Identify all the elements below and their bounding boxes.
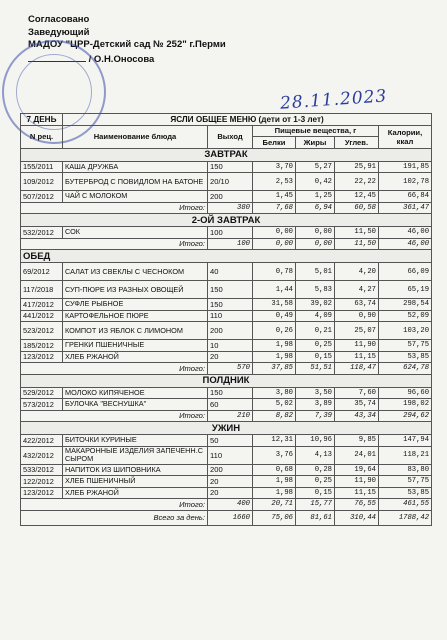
header-calories: Калории, ккал (379, 125, 432, 148)
recipe-code: 185/2012 (21, 340, 63, 352)
dish-fat: 0,28 (296, 464, 335, 476)
dish-carbs: 11,90 (335, 476, 379, 488)
header-carbs: Углев. (335, 137, 379, 149)
dish-protein: 3,70 (253, 161, 296, 173)
dish-calories: 147,94 (379, 435, 432, 447)
dish-row (21, 191, 432, 203)
recipe-code: 533/2012 (21, 464, 63, 476)
total-protein: 7,68 (253, 202, 296, 214)
dish-fat: 0,21 (296, 322, 335, 340)
dish-protein: 0,49 (253, 310, 296, 322)
total-carbs: 118,47 (335, 363, 379, 375)
dish-output: 50 (208, 435, 253, 447)
header-fat: Жиры (296, 137, 335, 149)
dish-protein: 1,98 (253, 340, 296, 352)
dish-fat: 3,89 (296, 399, 335, 411)
section-header-row (21, 148, 432, 161)
dish-row (21, 227, 432, 239)
dish-protein: 0,26 (253, 322, 296, 340)
header-dish-name: Наименование блюда (63, 125, 208, 148)
dish-name: ХЛЕБ РЖАНОЙ (63, 351, 208, 363)
dish-carbs: 12,45 (335, 191, 379, 203)
approval-organization: МАДОУ "ЦРР-Детский сад № 252" г.Перми (28, 39, 226, 50)
dish-output: 40 (208, 263, 253, 281)
recipe-code: 432/2012 (21, 446, 63, 464)
dish-calories: 46,00 (379, 227, 432, 239)
recipe-code: 123/2012 (21, 351, 63, 363)
total-carbs: 11,50 (335, 238, 379, 250)
dish-row (21, 476, 432, 488)
dish-row (21, 487, 432, 499)
dish-carbs: 35,74 (335, 399, 379, 411)
section-title: ЗАВТРАК (21, 148, 432, 161)
dish-output: 20 (208, 351, 253, 363)
dish-row (21, 173, 432, 191)
dish-row (21, 340, 432, 352)
recipe-code: 507/2012 (21, 191, 63, 203)
header-menu-title: ЯСЛИ ОБЩЕЕ МЕНЮ (дети от 1-3 лет) (63, 114, 432, 126)
total-output: 400 (208, 499, 253, 511)
total-protein: 0,00 (253, 238, 296, 250)
recipe-code: 422/2012 (21, 435, 63, 447)
total-protein: 37,85 (253, 363, 296, 375)
dish-carbs: 7,60 (335, 387, 379, 399)
dish-calories: 191,85 (379, 161, 432, 173)
grand-total-carbs: 310,44 (335, 510, 379, 525)
dish-protein: 1,45 (253, 191, 296, 203)
dish-calories: 66,09 (379, 263, 432, 281)
dish-carbs: 0,90 (335, 310, 379, 322)
dish-protein: 5,02 (253, 399, 296, 411)
dish-row (21, 446, 432, 464)
dish-fat: 0,15 (296, 351, 335, 363)
dish-row (21, 399, 432, 411)
recipe-code: 122/2012 (21, 476, 63, 488)
total-label: Итого: (21, 202, 208, 214)
dish-name: КАША ДРУЖБА (63, 161, 208, 173)
dish-output: 20 (208, 487, 253, 499)
approval-position: Заведующий (28, 26, 90, 38)
total-calories: 461,55 (379, 499, 432, 511)
dish-calories: 57,75 (379, 340, 432, 352)
total-label: Итого: (21, 410, 208, 422)
dish-calories: 52,09 (379, 310, 432, 322)
dish-name: СУП-ПЮРЕ ИЗ РАЗНЫХ ОВОЩЕЙ (63, 281, 208, 299)
dish-output: 20/10 (208, 173, 253, 191)
recipe-code: 69/2012 (21, 263, 63, 281)
dish-calories: 66,84 (379, 191, 432, 203)
dish-output: 150 (208, 281, 253, 299)
dish-protein: 0,68 (253, 464, 296, 476)
dish-calories: 53,85 (379, 487, 432, 499)
dish-protein: 1,98 (253, 476, 296, 488)
dish-name: САЛАТ ИЗ СВЕКЛЫ С ЧЕСНОКОМ (63, 263, 208, 281)
dish-row (21, 263, 432, 281)
dish-output: 20 (208, 476, 253, 488)
dish-protein: 12,31 (253, 435, 296, 447)
section-title: ОБЕД (21, 250, 432, 263)
dish-fat: 10,96 (296, 435, 335, 447)
dish-name: КАРТОФЕЛЬНОЕ ПЮРЕ (63, 310, 208, 322)
dish-calories: 298,54 (379, 299, 432, 311)
section-title: 2-ОЙ ЗАВТРАК (21, 214, 432, 227)
dish-carbs: 4,27 (335, 281, 379, 299)
total-protein: 20,71 (253, 499, 296, 511)
dish-fat: 5,27 (296, 161, 335, 173)
dish-output: 10 (208, 340, 253, 352)
dish-carbs: 4,20 (335, 263, 379, 281)
total-fat: 7,39 (296, 410, 335, 422)
total-output: 100 (208, 238, 253, 250)
total-fat: 6,94 (296, 202, 335, 214)
dish-row (21, 464, 432, 476)
header-day: 7 ДЕНЬ (21, 114, 63, 126)
total-output: 210 (208, 410, 253, 422)
header-protein: Белки (253, 137, 296, 149)
total-carbs: 43,34 (335, 410, 379, 422)
dish-fat: 5,83 (296, 281, 335, 299)
total-calories: 294,62 (379, 410, 432, 422)
dish-protein: 3,76 (253, 446, 296, 464)
dish-calories: 53,85 (379, 351, 432, 363)
dish-protein: 31,58 (253, 299, 296, 311)
dish-fat: 0,00 (296, 227, 335, 239)
total-output: 570 (208, 363, 253, 375)
dish-calories: 96,60 (379, 387, 432, 399)
recipe-code: 523/2012 (21, 322, 63, 340)
grand-total-output: 1660 (208, 510, 253, 525)
header-row-top (21, 114, 432, 126)
dish-fat: 5,01 (296, 263, 335, 281)
total-protein: 8,82 (253, 410, 296, 422)
dish-calories: 103,20 (379, 322, 432, 340)
grand-total-calories: 1788,42 (379, 510, 432, 525)
section-header-row (21, 214, 432, 227)
dish-carbs: 25,91 (335, 161, 379, 173)
recipe-code: 532/2012 (21, 227, 63, 239)
menu-table-body (21, 114, 432, 526)
dish-output: 200 (208, 464, 253, 476)
dish-row (21, 161, 432, 173)
dish-calories: 65,19 (379, 281, 432, 299)
dish-protein: 1,98 (253, 487, 296, 499)
section-header-row (21, 250, 432, 263)
dish-fat: 1,25 (296, 191, 335, 203)
approval-title: Согласовано (28, 14, 90, 25)
dish-protein: 0,78 (253, 263, 296, 281)
dish-fat: 39,02 (296, 299, 335, 311)
total-fat: 51,51 (296, 363, 335, 375)
dish-fat: 4,09 (296, 310, 335, 322)
section-header-row (21, 374, 432, 387)
dish-output: 150 (208, 161, 253, 173)
dish-fat: 4,13 (296, 446, 335, 464)
dish-row (21, 322, 432, 340)
recipe-code: 529/2012 (21, 387, 63, 399)
section-header-row (21, 422, 432, 435)
handwritten-date: 28.11.2023 (279, 86, 388, 114)
dish-fat: 0,15 (296, 487, 335, 499)
recipe-code: 123/2012 (21, 487, 63, 499)
dish-fat: 3,50 (296, 387, 335, 399)
dish-carbs: 24,01 (335, 446, 379, 464)
total-carbs: 76,55 (335, 499, 379, 511)
approval-signatory: / О.Н.Оносова (88, 53, 155, 65)
dish-carbs: 9,85 (335, 435, 379, 447)
dish-name: БУТЕРБРОД С ПОВИДЛОМ НА БАТОНЕ (63, 173, 208, 191)
total-label: Итого: (21, 499, 208, 511)
section-total-row (21, 499, 432, 511)
dish-protein: 1,98 (253, 351, 296, 363)
dish-protein: 2,53 (253, 173, 296, 191)
dish-output: 200 (208, 191, 253, 203)
total-output: 380 (208, 202, 253, 214)
dish-calories: 118,21 (379, 446, 432, 464)
dish-carbs: 11,15 (335, 351, 379, 363)
dish-calories: 102,78 (379, 173, 432, 191)
recipe-code: 573/2012 (21, 399, 63, 411)
dish-row (21, 387, 432, 399)
grand-total-protein: 75,06 (253, 510, 296, 525)
recipe-code: 441/2012 (21, 310, 63, 322)
dish-name: ГРЕНКИ ПШЕНИЧНЫЕ (63, 340, 208, 352)
dish-output: 100 (208, 227, 253, 239)
dish-row (21, 310, 432, 322)
menu-table (20, 113, 432, 526)
dish-fat: 0,42 (296, 173, 335, 191)
total-fat: 15,77 (296, 499, 335, 511)
dish-carbs: 11,50 (335, 227, 379, 239)
total-calories: 624,78 (379, 363, 432, 375)
dish-carbs: 25,07 (335, 322, 379, 340)
section-total-row (21, 202, 432, 214)
dish-name: БИТОЧКИ КУРИНЫЕ (63, 435, 208, 447)
dish-fat: 0,25 (296, 476, 335, 488)
dish-name: СОК (63, 227, 208, 239)
dish-name: КОМПОТ ИЗ ЯБЛОК С ЛИМОНОМ (63, 322, 208, 340)
recipe-code: 417/2012 (21, 299, 63, 311)
dish-row (21, 299, 432, 311)
header-row-columns (21, 125, 432, 137)
dish-carbs: 22,22 (335, 173, 379, 191)
header-nutrients: Пищевые вещества, г (253, 125, 379, 137)
dish-name: СУФЛЕ РЫБНОЕ (63, 299, 208, 311)
dish-output: 150 (208, 387, 253, 399)
total-label: Итого: (21, 363, 208, 375)
section-total-row (21, 410, 432, 422)
dish-output: 200 (208, 322, 253, 340)
dish-output: 110 (208, 310, 253, 322)
section-title: ПОЛДНИК (21, 374, 432, 387)
grand-total-label: Всего за день: (21, 510, 208, 525)
section-title: УЖИН (21, 422, 432, 435)
dish-name: МОЛОКО КИПЯЧЕНОЕ (63, 387, 208, 399)
dish-protein: 1,44 (253, 281, 296, 299)
dish-protein: 0,00 (253, 227, 296, 239)
total-calories: 361,47 (379, 202, 432, 214)
dish-fat: 0,25 (296, 340, 335, 352)
dish-calories: 83,80 (379, 464, 432, 476)
dish-carbs: 11,15 (335, 487, 379, 499)
grand-total-fat: 81,61 (296, 510, 335, 525)
dish-output: 150 (208, 299, 253, 311)
header-output: Выход (208, 125, 253, 148)
dish-row (21, 351, 432, 363)
dish-row (21, 281, 432, 299)
dish-calories: 57,75 (379, 476, 432, 488)
total-label: Итого: (21, 238, 208, 250)
dish-row (21, 435, 432, 447)
dish-name: ЧАЙ С МОЛОКОМ (63, 191, 208, 203)
total-carbs: 60,58 (335, 202, 379, 214)
dish-name: МАКАРОННЫЕ ИЗДЕЛИЯ ЗАПЕЧЕНН.С СЫРОМ (63, 446, 208, 464)
section-total-row (21, 363, 432, 375)
dish-carbs: 63,74 (335, 299, 379, 311)
recipe-code: 117/2018 (21, 281, 63, 299)
dish-name: БУЛОЧКА "ВЕСНУШКА" (63, 399, 208, 411)
dish-output: 60 (208, 399, 253, 411)
recipe-code: 109/2012 (21, 173, 63, 191)
dish-name: ХЛЕБ ПШЕНИЧНЫЙ (63, 476, 208, 488)
dish-carbs: 19,64 (335, 464, 379, 476)
total-calories: 46,00 (379, 238, 432, 250)
recipe-code: 155/2011 (21, 161, 63, 173)
total-fat: 0,00 (296, 238, 335, 250)
dish-calories: 198,02 (379, 399, 432, 411)
header-recipe: N рец. (21, 125, 63, 148)
section-total-row (21, 238, 432, 250)
dish-name: НАПИТОК ИЗ ШИПОВНИКА (63, 464, 208, 476)
grand-total-row (21, 510, 432, 525)
dish-protein: 3,80 (253, 387, 296, 399)
dish-name: ХЛЕБ РЖАНОЙ (63, 487, 208, 499)
dish-carbs: 11,90 (335, 340, 379, 352)
dish-output: 110 (208, 446, 253, 464)
